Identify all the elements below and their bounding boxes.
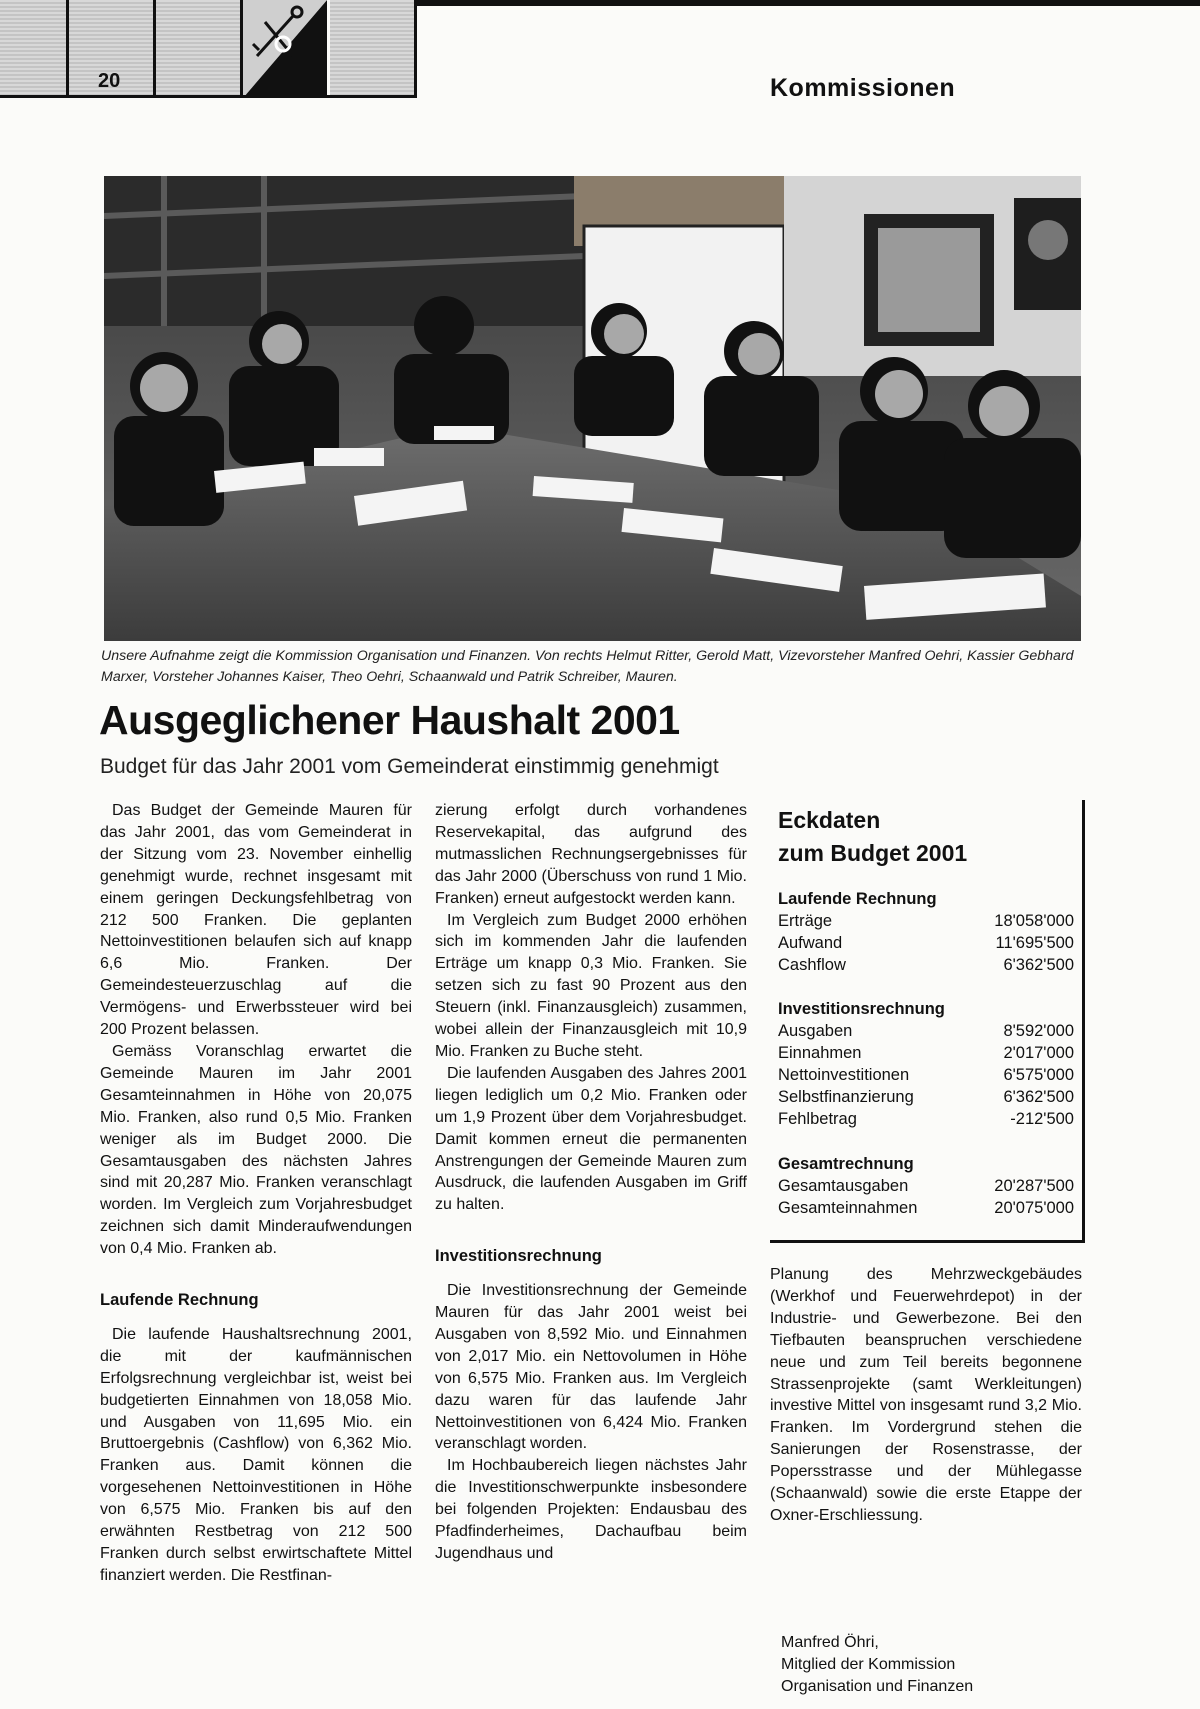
- row-value: 11'695'500: [995, 934, 1074, 952]
- meeting-photo-illustration: [104, 176, 1081, 641]
- author-name: Manfred Öhri,: [781, 1634, 879, 1651]
- commission-photo: [104, 176, 1081, 641]
- eckdaten-row: [778, 1110, 1074, 1132]
- row-label: Selbstfinanzierung: [778, 1088, 914, 1106]
- row-value: -212'500: [1010, 1110, 1074, 1128]
- eckdaten-title: [778, 804, 967, 870]
- row-label: Gesamteinnahmen: [778, 1199, 918, 1217]
- header-band: [0, 0, 1200, 98]
- paragraph: Die laufende Haushaltsrechnung 2001, die mit der kaufmännischen Erfolgsrechnung vergleichbar ist, weist bei budgetierten Einnahmen von 18,058 Mio. und Ausgaben von 11,695 Mio. ein Bruttoergebnis (Cashflow) von 6,362 Mio. Franken aus. Damit können die vorgesehenen Nettoinvestitionen in Höhe von 6,575 Mio. Franken bis auf den erwähnten Restbetrag von 212 500 Franken durch selbst erwirtschaftete Mittel finanziert werden. Die Restfinan-: [100, 1325, 412, 1584]
- row-label: Erträge: [778, 912, 833, 930]
- row-label: Nettoinvestitionen: [778, 1066, 910, 1084]
- article-column-3: [770, 1264, 1082, 1527]
- header-baseline: [0, 95, 417, 98]
- eckdaten-row: [778, 956, 1074, 978]
- row-value: 8'592'000: [1003, 1022, 1074, 1040]
- row-label: Cashflow: [778, 956, 846, 974]
- eckdaten-row: [778, 1044, 1074, 1066]
- eckdaten-heading-gesamt: Gesamtrechnung: [778, 1155, 914, 1173]
- article-subtitle: Budget für das Jahr 2001 vom Gemeinderat einstimmig genehmigt: [100, 755, 719, 778]
- page-number: 20: [98, 70, 121, 92]
- header-tab: [330, 0, 417, 98]
- article-title: Ausgeglichener Haushalt 2001: [99, 697, 680, 743]
- row-value: 20'287'500: [994, 1177, 1074, 1195]
- author-role: Mitglied der Kommission: [781, 1656, 956, 1673]
- row-value: 6'575'000: [1003, 1066, 1074, 1084]
- eckdaten-row: [778, 934, 1074, 956]
- row-label: Aufwand: [778, 934, 843, 952]
- row-label: Ausgaben: [778, 1022, 853, 1040]
- row-value: 2'017'000: [1003, 1044, 1074, 1062]
- eckdaten-title-line2: zum Budget 2001: [778, 840, 968, 866]
- header-tab: [156, 0, 243, 98]
- subheading-investitionsrechnung: Investitionsrechnung: [435, 1247, 602, 1266]
- eckdaten-box: [770, 800, 1085, 1243]
- paragraph: Gemäss Voranschlag erwartet die Gemeinde Mauren im Jahr 2001 Gesamteinnahmen in Höhe von 20,075 Mio. Franken, also rund 0,5 Mio. Franken weniger als im Budget 2000. Die Gesamtausgaben des nächsten Jahres sind mit 20,287 Mio. Franken veranschlagt worden. Im Vergleich zum Vorjahresbudget zeichnen sich damit Minderaufwendungen von 0,4 Mio. Franken ab.: [100, 1042, 412, 1258]
- author-role: Organisation und Finanzen: [781, 1678, 974, 1695]
- eckdaten-row: [778, 912, 1074, 934]
- photo-caption: Unsere Aufnahme zeigt die Kommission Organisation und Finanzen. Von rechts Helmut Ritter, Gerold Matt, Vizevorsteher Manfred Oehri, Kassier Gebhard Marxer, Vorsteher Johannes Kaiser, Theo Oehri, Schaanwald und Patrik Schreiber, Mauren.: [101, 648, 1074, 685]
- paragraph: Im Hochbaubereich liegen nächstes Jahr die Investitionschwerpunkte insbesondere bei folgenden Projekten: Endausbau des Pfadfinderheimes, Dachaufbau beim Jugendhaus und: [435, 1457, 747, 1562]
- eckdaten-row: [778, 1066, 1074, 1088]
- paragraph: Die Investitionsrechnung der Gemeinde Mauren für das Jahr 2001 weist bei Ausgaben von 8,592 Mio. und Einnahmen von 2,017 Mio. ein Nettovolumen in Höhe von 6,575 Mio. Franken aus. Im Vergleich dazu waren für das laufende Jahr Nettoinvestitionen von 6,424 Mio. Franken veranschlagt worden.: [435, 1282, 747, 1453]
- paragraph: Das Budget der Gemeinde Mauren für das Jahr 2001, das vom Gemeinderat in der Sitzung vom 23. November einhellig genehmigt wurde, rechnet insgesamt mit einem geringen Deckungsfehlbetrag von 212 500 Franken. Die geplanten Nettoinvestitionen belaufen sich auf knapp 6,6 Mio. Franken. Der Gemeindesteuerzuschlag auf die Vermögens- und Erwerbssteuer wird bei 200 Prozent belassen.: [100, 802, 412, 1039]
- eckdaten-heading-laufende: Laufende Rechnung: [778, 890, 937, 908]
- row-value: 6'362'500: [1003, 1088, 1074, 1106]
- row-value: 20'075'000: [994, 1199, 1074, 1217]
- subheading-laufende-rechnung: Laufende Rechnung: [100, 1291, 259, 1310]
- header-rule: [417, 0, 1200, 6]
- crossed-keys-crest-icon: [243, 0, 327, 98]
- article-column-2: [435, 800, 747, 1565]
- section-title: Kommissionen: [770, 74, 956, 102]
- row-label: Gesamtausgaben: [778, 1177, 909, 1195]
- paragraph: Im Vergleich zum Budget 2000 erhöhen sich im kommenden Jahr die laufenden Erträge um knapp 0,3 Mio. Franken. Sie setzen sich zu fast 90 Prozent aus den Steuern (inkl. Finanzausgleich) zusammen, wobei allein der Finanzausgleich mit 10,9 Mio. Franken zu Buche steht.: [435, 911, 747, 1060]
- eckdaten-title-line1: Eckdaten: [778, 807, 881, 833]
- eckdaten-row: [778, 1022, 1074, 1044]
- row-value: 6'362'500: [1003, 956, 1074, 974]
- row-label: Fehlbetrag: [778, 1110, 857, 1128]
- eckdaten-row: [778, 1199, 1074, 1221]
- row-label: Einnahmen: [778, 1044, 862, 1062]
- paragraph: zierung erfolgt durch vorhandenes Reservekapital, das aufgrund des mutmasslichen Rechnungsergebnisses für das Jahr 2000 (Überschuss von rund 1 Mio. Franken) erneut aufgestockt werden kann.: [435, 802, 747, 907]
- article-column-1: [100, 800, 412, 1587]
- eckdaten-row: [778, 1088, 1074, 1110]
- eckdaten-heading-invest: Investitionsrechnung: [778, 1000, 945, 1018]
- author-signature: [781, 1632, 973, 1698]
- row-value: 18'058'000: [994, 912, 1074, 930]
- header-crest-box: [243, 0, 327, 98]
- header-tab: [0, 0, 69, 98]
- paragraph: Die laufenden Ausgaben des Jahres 2001 liegen lediglich um 0,2 Mio. Franken oder um 1,9 Prozent über dem Vorjahresbudget. Damit kommen erneut die permanenten Anstrengungen der Gemeinde Mauren zum Ausdruck, die laufenden Ausgaben im Griff zu halten.: [435, 1064, 747, 1214]
- eckdaten-row: [778, 1177, 1074, 1199]
- paragraph: Planung des Mehrzweckgebäudes (Werkhof und Feuerwehrdepot) in der Industrie- und Gewerbezone. Bei den Tiefbauten beanspruchen verschiedene neue und zum Teil bereits begonnene Strassenprojekte (samt Werkleitungen) investive Mittel von insgesamt rund 3,2 Mio. Franken. Im Vordergrund stehen die Sanierungen der Rosenstrasse, der Popersstrasse und der Mühlegasse (Schaanwald) sowie die erste Etappe der Oxner-Erschliessung.: [770, 1266, 1082, 1524]
